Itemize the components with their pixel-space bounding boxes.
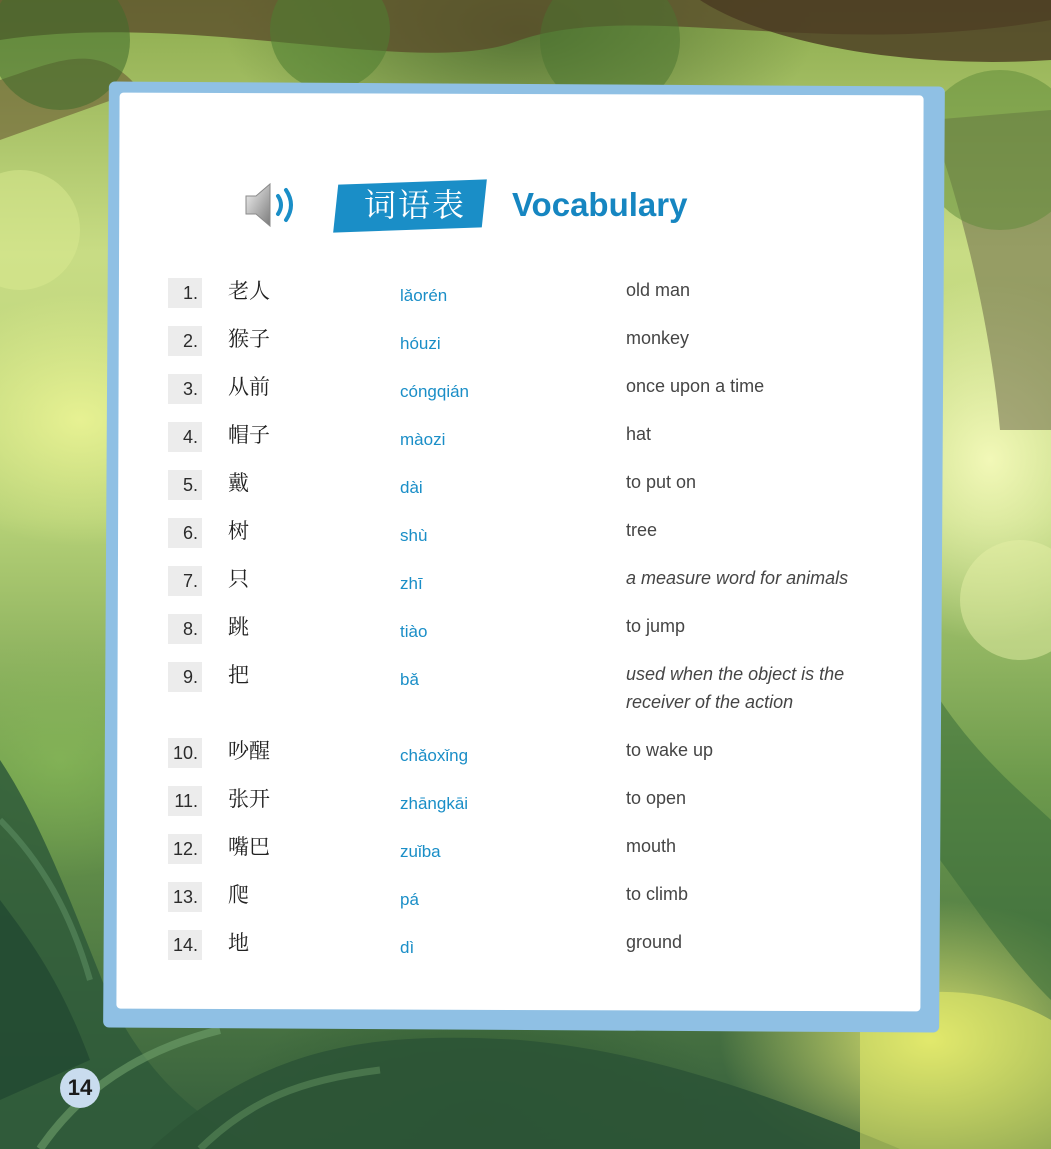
vocabulary-hanzi: 张开 [228, 787, 270, 811]
vocabulary-pinyin: zhāngkāi [400, 794, 469, 813]
vocabulary-row [168, 786, 888, 826]
vocabulary-row [168, 518, 888, 558]
vocabulary-number: 11. [168, 786, 202, 816]
vocabulary-number: 8. [168, 614, 202, 644]
vocabulary-row [168, 374, 888, 414]
vocabulary-number: 4. [168, 422, 202, 452]
vocabulary-hanzi: 树 [228, 519, 249, 543]
vocabulary-row [168, 738, 888, 778]
vocabulary-meaning: to put on [626, 472, 697, 492]
vocabulary-hanzi: 帽子 [228, 423, 270, 447]
vocabulary-number: 14. [168, 930, 202, 960]
vocabulary-row [168, 470, 888, 510]
vocabulary-meaning: used when the object is the receiver of the action [626, 664, 845, 712]
vocabulary-row [168, 930, 888, 970]
vocabulary-meaning: to climb [626, 884, 689, 904]
vocabulary-hanzi: 把 [228, 663, 249, 687]
vocabulary-hanzi: 只 [228, 567, 249, 591]
vocabulary-number: 9. [168, 662, 202, 692]
vocabulary-row [168, 326, 888, 366]
vocabulary-pinyin: chǎoxǐng [400, 746, 469, 765]
vocabulary-meaning: tree [626, 520, 658, 540]
vocabulary-hanzi: 猴子 [228, 327, 270, 351]
vocabulary-number: 5. [168, 470, 202, 500]
vocabulary-meaning: a measure word for animals [626, 568, 849, 588]
vocabulary-meaning: once upon a time [626, 376, 765, 396]
vocabulary-meaning: monkey [626, 328, 690, 348]
vocabulary-number: 6. [168, 518, 202, 548]
speaker-icon[interactable] [240, 176, 304, 234]
vocabulary-meaning: to open [626, 788, 687, 808]
page-number: 14 [60, 1068, 100, 1108]
vocabulary-row [168, 662, 888, 712]
title-english: Vocabulary [512, 186, 688, 223]
vocabulary-hanzi: 老人 [228, 279, 270, 303]
vocabulary-pinyin: tiào [400, 622, 428, 641]
vocabulary-number: 12. [168, 834, 202, 864]
vocabulary-meaning: ground [626, 932, 683, 952]
vocabulary-meaning: old man [626, 280, 691, 300]
title-chinese: 词语表 [363, 186, 466, 224]
vocabulary-pinyin: lǎorén [400, 286, 448, 305]
vocabulary-pinyin: shù [400, 526, 428, 545]
vocabulary-hanzi: 戴 [228, 471, 249, 495]
vocabulary-meaning: hat [626, 424, 652, 444]
vocabulary-row [168, 566, 888, 606]
vocabulary-row [168, 882, 888, 922]
vocabulary-hanzi: 嘴巴 [228, 835, 270, 859]
vocabulary-meaning: to wake up [626, 740, 714, 760]
vocabulary-number: 13. [168, 882, 202, 912]
vocabulary-pinyin: bǎ [400, 670, 419, 689]
vocabulary-heading [240, 176, 760, 242]
vocabulary-pinyin: dài [400, 478, 423, 497]
vocabulary-row [168, 278, 888, 318]
vocabulary-row [168, 614, 888, 654]
vocabulary-hanzi: 爬 [228, 883, 249, 907]
vocabulary-number: 7. [168, 566, 202, 596]
vocabulary-pinyin: dì [400, 938, 415, 957]
vocabulary-pinyin: màozi [400, 430, 446, 449]
vocabulary-hanzi: 跳 [228, 615, 249, 639]
vocabulary-row [168, 834, 888, 874]
vocabulary-hanzi: 地 [228, 931, 249, 955]
vocabulary-pinyin: hóuzi [400, 334, 441, 353]
vocabulary-row [168, 422, 888, 462]
vocabulary-number: 3. [168, 374, 202, 404]
vocabulary-pinyin: cóngqián [400, 382, 470, 401]
vocabulary-number: 1. [168, 278, 202, 308]
vocabulary-hanzi: 从前 [228, 375, 270, 399]
vocabulary-number: 10. [168, 738, 202, 768]
vocabulary-meaning: to jump [626, 616, 686, 636]
vocabulary-hanzi: 吵醒 [228, 739, 270, 763]
vocabulary-pinyin: zhī [400, 574, 423, 593]
vocabulary-pinyin: zuǐba [400, 842, 441, 861]
vocabulary-number: 2. [168, 326, 202, 356]
vocabulary-pinyin: pá [400, 890, 419, 909]
vocabulary-meaning: mouth [626, 836, 677, 856]
